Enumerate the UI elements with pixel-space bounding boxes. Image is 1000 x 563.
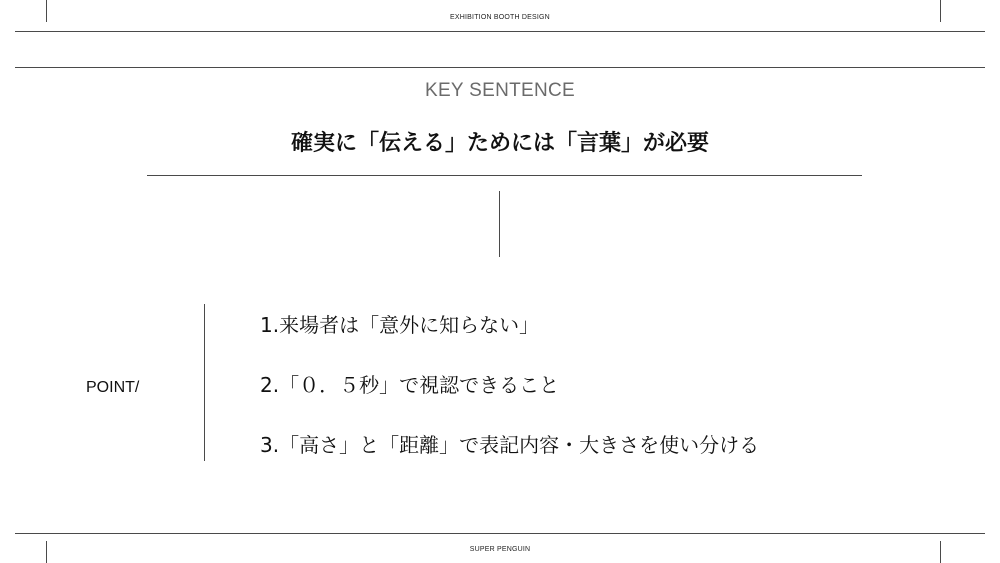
point-list <box>260 310 759 490</box>
header-title: EXHIBITION BOOTH DESIGN <box>450 14 550 21</box>
point-label: POINT/ <box>86 379 140 396</box>
key-sentence-underline <box>147 175 862 176</box>
point-item-2: 2.「０．５秒」で視認できること <box>260 373 560 397</box>
bottom-rule <box>15 533 985 534</box>
footer-brand: SUPER PENGUIN <box>469 546 531 553</box>
point-item-1: 1.来場者は「意外に知らない」 <box>260 313 540 337</box>
key-sentence: 確実に「伝える」ためには「言葉」が必要 <box>290 131 709 156</box>
top-rule-lower <box>15 67 985 68</box>
section-heading: KEY SENTENCE <box>424 80 575 101</box>
center-connector-line <box>499 191 500 257</box>
point-item-3: 3.「高さ」と「距離」で表記内容・大きさを使い分ける <box>260 433 760 457</box>
points-divider <box>204 304 205 461</box>
top-rule-upper <box>15 31 985 32</box>
